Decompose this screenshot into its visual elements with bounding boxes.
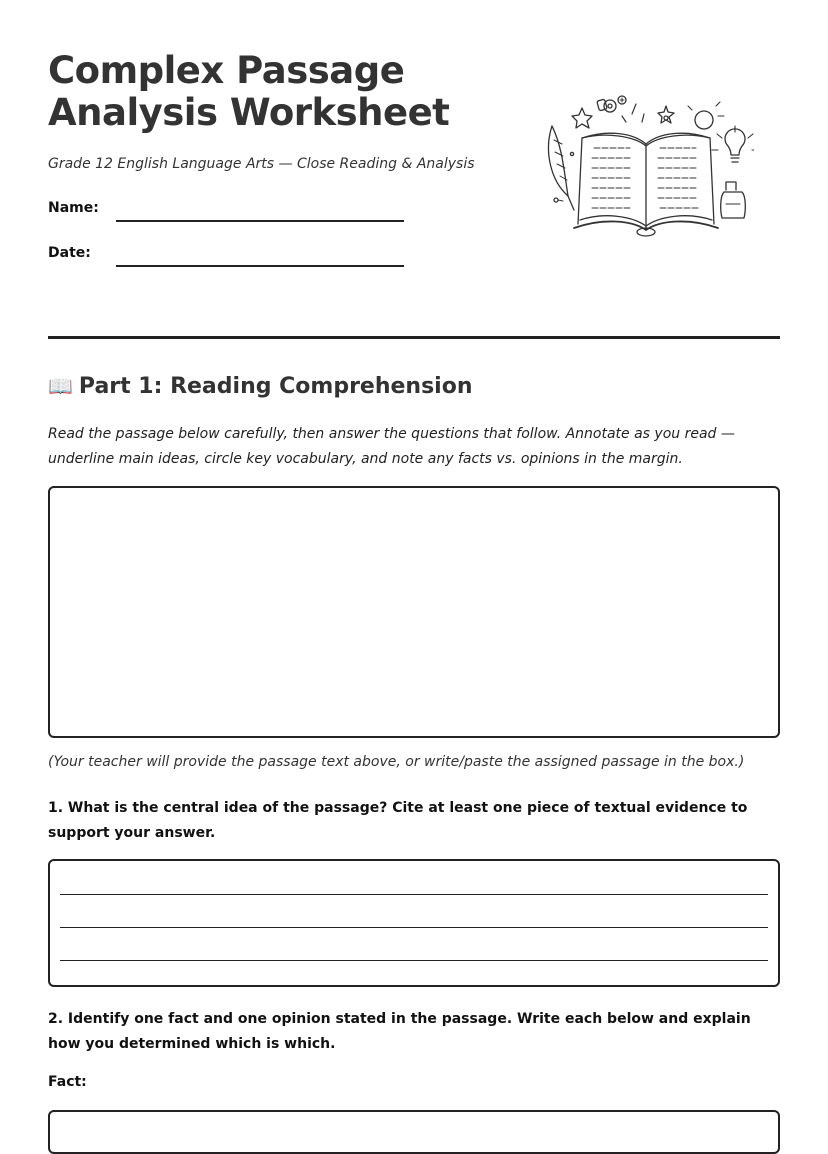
answer-line [60,960,768,961]
fact-answer-box[interactable] [48,1110,780,1154]
worksheet-subtitle: Grade 12 English Language Arts — Close Reading & Analysis [48,156,475,172]
name-label: Name: [48,200,99,216]
passage-note: (Your teacher will provide the passage text above, or write/paste the assigned passage in the box.) [48,754,745,770]
answer-line [60,927,768,928]
open-book-icon: 📖 [48,374,73,398]
worksheet-title: Complex Passage Analysis Worksheet [48,49,450,134]
fact-label: Fact: [48,1074,87,1090]
part1-instructions: Read the passage below carefully, then answer the questions that follow. Annotate as you read — underline main ideas, circle key vocabulary, and note any facts vs. opinions in the margin. [48,426,735,467]
part1-heading [48,374,473,399]
answer-box-1[interactable] [48,859,780,987]
date-input-line[interactable] [116,265,404,267]
name-input-line[interactable] [116,220,404,222]
passage-box[interactable] [48,486,780,738]
question-2: 2. Identify one fact and one opinion stated in the passage. Write each below and explain how you determined which is which. [48,1011,751,1052]
part1-title: Part 1: Reading Comprehension [78,374,473,399]
worksheet-page [48,0,780,1118]
answer-line [60,894,768,895]
question-1: 1. What is the central idea of the passage? Cite at least one piece of textual evidence to support your answer. [48,800,748,841]
open-book-illustration-icon [542,92,754,240]
header-divider [48,336,780,339]
date-label: Date: [48,245,91,261]
